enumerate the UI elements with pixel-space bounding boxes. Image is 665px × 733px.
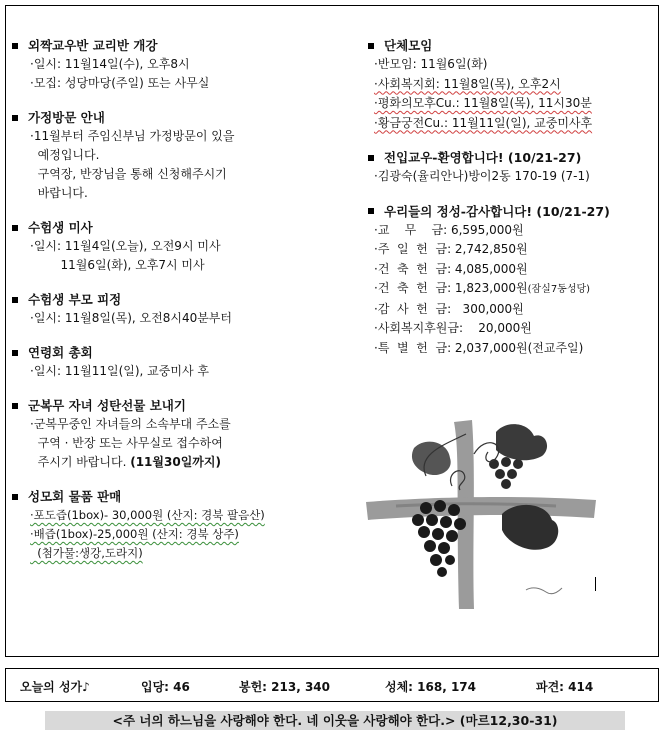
section-parent-retreat xyxy=(12,290,347,328)
text-line: 예정입니다. xyxy=(30,148,100,162)
offertory-hymn: 봉헌: 213, 340 xyxy=(239,680,330,694)
text-line: ·포도즙(1box)- 30,000원 (산지: 경북 팔음산) xyxy=(30,508,265,522)
text-line: ·배즙(1box)-25,000원 (산지: 경북 상주) xyxy=(30,527,239,541)
section-title: 우리들의 정성-감사합니다! (10/21-27) xyxy=(384,203,610,219)
section-title: 수험생 부모 피정 xyxy=(28,292,122,307)
text-line: 주시기 바랍니다. (11월30일까지) xyxy=(30,455,221,469)
text-line: ·사회복지회: 11월8일(목), 오후2시 xyxy=(374,76,561,91)
section-title: 군복무 자녀 성탄선물 보내기 xyxy=(28,398,186,413)
hymn-label: 오늘의 성가♪ xyxy=(20,680,90,694)
bullet-icon xyxy=(368,208,374,214)
bullet-icon xyxy=(12,350,18,356)
text-line: ·군복무중인 자녀들의 소속부대 주소를 xyxy=(30,417,231,431)
section-general-meeting xyxy=(12,343,347,381)
offering-row: ·감 사 헌 금: 300,000원 xyxy=(374,301,524,316)
text-line: ·평화의모후Cu.: 11월8일(목), 11시30분 xyxy=(374,96,592,110)
offering-row: ·주 일 헌 금: 2,742,850원 xyxy=(374,242,528,256)
section-title: 성모회 물품 판매 xyxy=(28,489,122,504)
bible-verse: <주 너의 하느님을 사랑해야 한다. 네 이웃을 사랑해야 한다.> (마르12,30-31) xyxy=(45,711,625,730)
offering-row: ·건 축 헌 금: 1,823,000원(잠실7동성당) xyxy=(374,281,591,295)
section-title: 외짝교우반 교리반 개강 xyxy=(28,38,158,53)
bullet-icon xyxy=(12,115,18,121)
section-title: 단체모임 xyxy=(384,38,433,53)
section-offerings xyxy=(368,202,663,359)
text-line: ·모집: 성당마당(주일) 또는 사무실 xyxy=(30,76,210,90)
text-line: 구역 · 반장 또는 사무실로 접수하여 xyxy=(30,436,223,450)
section-welcome xyxy=(368,148,663,187)
text-line: 11월6일(화), 오후7시 미사 xyxy=(30,258,205,272)
bullet-icon xyxy=(12,297,18,303)
text-line: ·일시: 11월14일(수), 오후8시 xyxy=(30,57,190,71)
entrance-hymn: 입당: 46 xyxy=(141,680,190,694)
recessional-hymn: 파견: 414 xyxy=(536,680,594,694)
text-line: (첨가물:생강,도라지) xyxy=(30,546,143,560)
bullet-icon xyxy=(12,494,18,500)
right-column xyxy=(368,36,663,373)
offering-row: ·사회복지후원금: 20,000원 xyxy=(374,321,532,335)
deadline-text: (11월30일까지) xyxy=(130,455,221,469)
bullet-icon xyxy=(368,155,374,161)
bullet-icon xyxy=(12,225,18,231)
communion-hymn: 성체: 168, 174 xyxy=(385,680,476,694)
offering-row: ·건 축 헌 금: 4,085,000원 xyxy=(374,261,528,276)
section-group-meetings xyxy=(368,36,663,133)
text-line: ·황금궁전Cu.: 11월11일(일), 교중미사후 xyxy=(374,115,593,130)
text-cursor xyxy=(595,577,596,591)
offering-row: ·교 무 금: 6,595,000원 xyxy=(374,222,524,237)
section-title: 가정방문 안내 xyxy=(28,110,105,125)
bulletin-panel xyxy=(5,5,659,657)
left-column xyxy=(12,36,347,578)
section-title: 연령회 총회 xyxy=(28,345,93,360)
bullet-icon xyxy=(12,403,18,409)
text-line: ·일시: 11월11일(일), 교중미사 후 xyxy=(30,364,209,378)
text-line: ·일시: 11월8일(목), 오전8시40분부터 xyxy=(30,311,232,325)
section-class-opening xyxy=(12,36,347,93)
text-line: ·김광숙(율리안나)방이2동 170-19 (7-1) xyxy=(374,169,590,183)
section-title: 전입교우-환영합니다! (10/21-27) xyxy=(384,150,582,165)
text-line: ·반모임: 11월6일(화) xyxy=(374,57,488,71)
offering-row: ·특 별 헌 금: 2,037,000원(전교주일) xyxy=(374,340,584,355)
text-line: 바랍니다. xyxy=(30,186,88,200)
section-home-visit xyxy=(12,108,347,203)
text-line: ·일시: 11월4일(오늘), 오전9시 미사 xyxy=(30,239,221,253)
grape-cross-illustration xyxy=(356,414,606,614)
bullet-icon xyxy=(368,43,374,49)
section-product-sale xyxy=(12,487,347,563)
text-line: 구역장, 반장님을 통해 신청해주시기 xyxy=(30,167,227,181)
section-exam-mass xyxy=(12,218,347,275)
text-line: ·11월부터 주임신부님 가정방문이 있을 xyxy=(30,129,235,143)
offering-note: (잠실7동성당) xyxy=(527,284,591,295)
bullet-icon xyxy=(12,43,18,49)
hymn-bar xyxy=(5,668,659,702)
section-title: 수험생 미사 xyxy=(28,220,93,235)
section-military-gifts xyxy=(12,396,347,472)
